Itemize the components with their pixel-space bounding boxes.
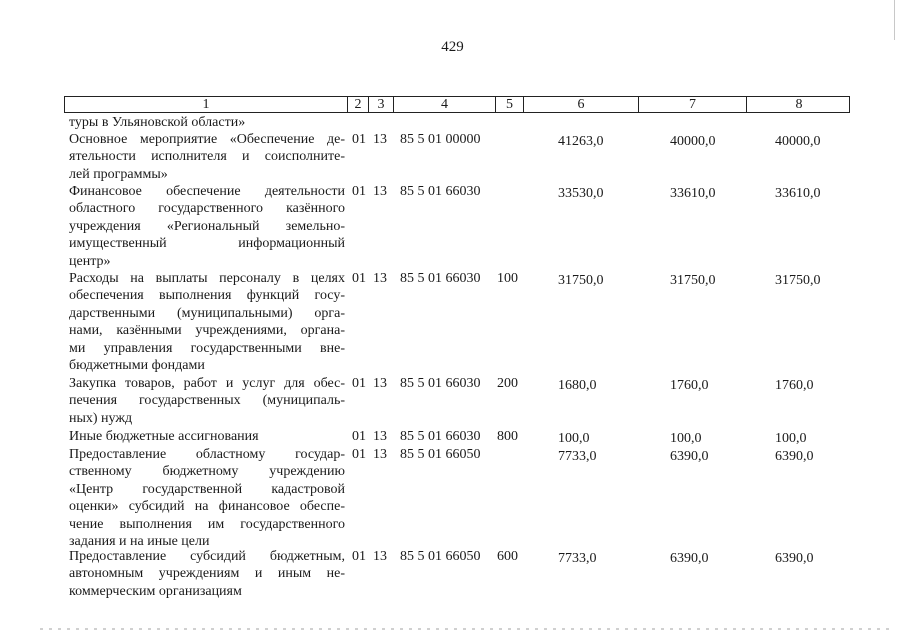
- description-line: Закупка товаров, работ и услуг для обес-: [69, 376, 345, 391]
- row-value-c2: 01: [352, 271, 366, 286]
- description-line: лей программы»: [69, 166, 168, 182]
- row-value-c5: 100: [497, 271, 518, 286]
- row-value-c7: 6390,0: [670, 551, 709, 566]
- description-line: Основное мероприятие «Обеспечение де-: [69, 132, 345, 147]
- row-value-c4: 85 5 01 66050: [400, 447, 481, 462]
- description-line: ных) нужд: [69, 410, 133, 426]
- row-value-c7: 100,0: [670, 431, 702, 446]
- row-value-c8: 33610,0: [775, 186, 821, 201]
- description-line: дарственными (муниципальными) орга-: [69, 305, 345, 321]
- row-value-c6: 33530,0: [558, 186, 604, 201]
- description-line: автономным учреждениям и иным не-: [69, 566, 345, 582]
- header-col-8: 8: [795, 97, 803, 112]
- description-line: нами, казёнными учреждениями, органа-: [69, 323, 345, 339]
- description-line: областного государственного казённого: [69, 201, 345, 217]
- header-col-5: 5: [496, 97, 524, 112]
- row-value-c6: 7733,0: [558, 449, 597, 464]
- description-line: туры в Ульяновской области»: [69, 115, 246, 130]
- row-description: [69, 270, 345, 374]
- header-col-1: 1: [65, 97, 348, 112]
- description-line: чение выполнения им государственного: [69, 516, 345, 532]
- row-value-c3: 13: [373, 429, 387, 444]
- description-line: обеспечения выполнения функций госу-: [69, 288, 345, 304]
- row-value-c8: 1760,0: [775, 378, 814, 393]
- description-line: Расходы на выплаты персоналу в целях: [69, 271, 345, 286]
- row-value-c8: 31750,0: [775, 273, 821, 288]
- description-line: Финансовое обеспечение деятельности: [69, 184, 345, 199]
- page-edge-line: [894, 0, 895, 40]
- row-value-c8: 40000,0: [775, 134, 821, 149]
- row-description: [69, 428, 345, 445]
- row-value-c3: 13: [373, 447, 387, 462]
- row-description: [69, 131, 345, 183]
- scan-artifact: [40, 628, 890, 630]
- row-value-c7: 6390,0: [670, 449, 709, 464]
- description-line: бюджетными фондами: [69, 357, 205, 373]
- row-description: [69, 183, 345, 270]
- page-number: 429: [441, 39, 464, 55]
- row-description: [69, 375, 345, 427]
- header-col-4: 4: [394, 97, 496, 112]
- row-value-c2: 01: [352, 132, 366, 147]
- row-value-c5: 600: [497, 549, 518, 564]
- description-line: задания и на иные цели: [69, 533, 210, 549]
- row-value-c6: 31750,0: [558, 273, 604, 288]
- header-col-7: 7: [639, 97, 747, 112]
- row-value-c6: 1680,0: [558, 378, 597, 393]
- description-line: Предоставление субсидий бюджетным,: [69, 549, 345, 564]
- row-value-c6: 41263,0: [558, 134, 604, 149]
- description-line: ми управления государственными вне-: [69, 340, 345, 356]
- description-line: печения государственных (муниципаль-: [69, 393, 345, 409]
- row-value-c4: 85 5 01 66030: [400, 429, 481, 444]
- header-col-3: 3: [369, 97, 394, 112]
- description-line: «Центр государственной кадастровой: [69, 481, 345, 497]
- row-value-c4: 85 5 01 66030: [400, 184, 481, 199]
- description-line: Предоставление областному государ-: [69, 447, 345, 462]
- row-value-c7: 31750,0: [670, 273, 716, 288]
- row-value-c8: 6390,0: [775, 449, 814, 464]
- header-col-2: 2: [348, 97, 369, 112]
- row-value-c8: 100,0: [775, 431, 807, 446]
- description-line: ятельности исполнителя и соисполните-: [69, 149, 345, 165]
- description-line: оценки» субсидий на финансовое обеспе-: [69, 499, 345, 515]
- description-line: учреждения «Региональный земельно-: [69, 218, 345, 234]
- header-col-6: 6: [524, 97, 639, 112]
- row-value-c5: 800: [497, 429, 518, 444]
- row-value-c2: 01: [352, 549, 366, 564]
- row-value-c2: 01: [352, 376, 366, 391]
- row-value-c6: 100,0: [558, 431, 590, 446]
- row-value-c8: 6390,0: [775, 551, 814, 566]
- row-value-c3: 13: [373, 184, 387, 199]
- row-value-c4: 85 5 01 66050: [400, 549, 481, 564]
- row-value-c7: 33610,0: [670, 186, 716, 201]
- row-value-c3: 13: [373, 271, 387, 286]
- row-value-c4: 85 5 01 66030: [400, 376, 481, 391]
- row-description: [69, 114, 345, 131]
- description-line: имущественный информационный: [69, 236, 345, 252]
- row-value-c6: 7733,0: [558, 551, 597, 566]
- description-line: коммерческим организациям: [69, 583, 242, 599]
- row-value-c3: 13: [373, 549, 387, 564]
- row-value-c7: 40000,0: [670, 134, 716, 149]
- row-description: [69, 446, 345, 550]
- row-value-c3: 13: [373, 132, 387, 147]
- row-description: [69, 548, 345, 600]
- description-line: ственному бюджетному учреждению: [69, 464, 345, 480]
- row-value-c2: 01: [352, 184, 366, 199]
- row-value-c7: 1760,0: [670, 378, 709, 393]
- row-value-c2: 01: [352, 429, 366, 444]
- row-value-c5: 200: [497, 376, 518, 391]
- description-line: центр»: [69, 253, 111, 269]
- table-header: [64, 96, 850, 113]
- row-value-c4: 85 5 01 66030: [400, 271, 481, 286]
- row-value-c2: 01: [352, 447, 366, 462]
- description-line: Иные бюджетные ассигнования: [69, 429, 259, 444]
- row-value-c3: 13: [373, 376, 387, 391]
- row-value-c4: 85 5 01 00000: [400, 132, 481, 147]
